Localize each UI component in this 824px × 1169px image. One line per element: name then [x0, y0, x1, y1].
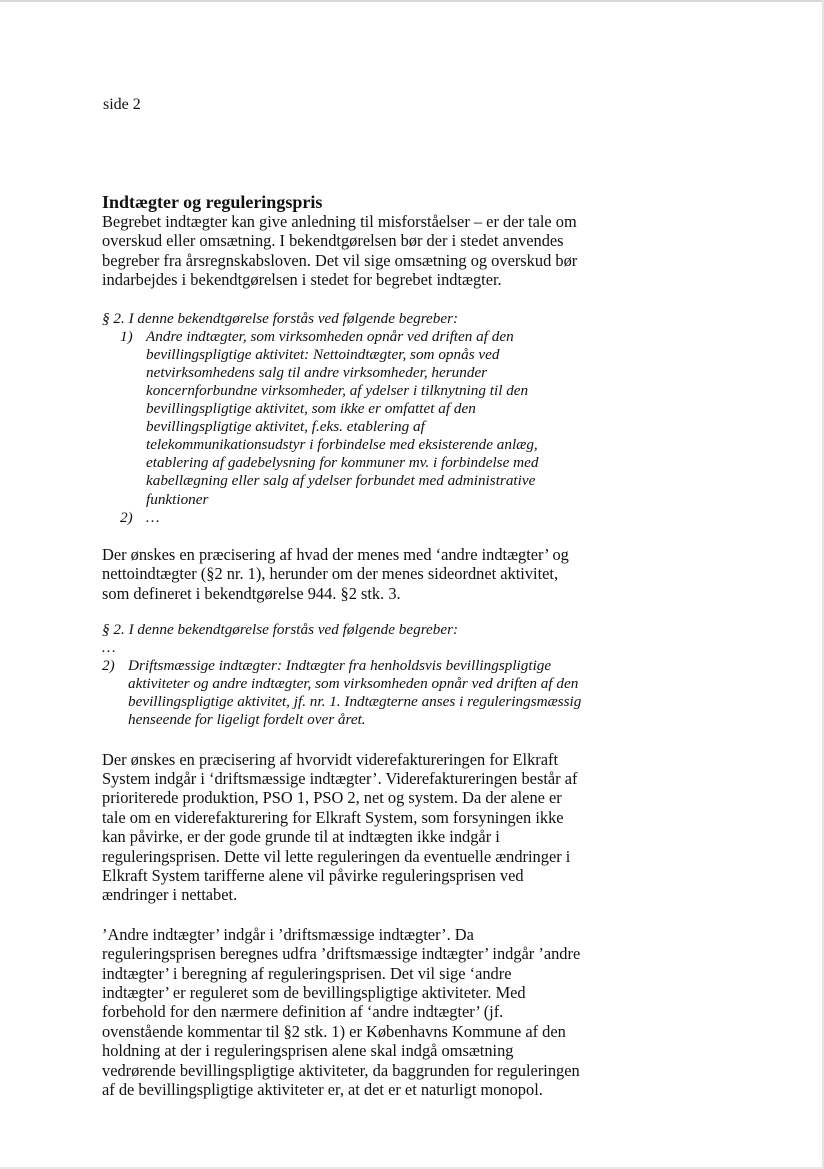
page-number: side 2	[103, 96, 141, 113]
list-item-text: …	[146, 508, 160, 526]
list-item-text: Driftsmæssige indtægter: Indtægter fra henholdsvis bevillingspligtige aktiviteter og andre indtægter, som virksomheden opnår ved driften af den bevillingspligtige aktivitet, jf. nr. 1. Indtægterne anses i reguleringsmæssig henseende for ligeligt fordelt over året.	[128, 657, 582, 729]
list-item	[102, 657, 582, 729]
paragraph: Der ønskes en præcisering af hvad der menes med ‘andre indtægter’ og nettoindtægter (§2 nr. 1), herunder om der menes sideordnet aktivitet, som defineret i bekendtgørelse 944. §2 stk. 3.	[102, 544, 569, 603]
quote-list	[102, 328, 582, 527]
quote-title: § 2. I denne bekendtgørelse forstås ved følgende begreber:	[102, 620, 459, 638]
list-item-number: 2)	[102, 657, 115, 675]
list-item	[102, 328, 582, 509]
section-heading: Indtægter og reguleringspris	[102, 192, 323, 212]
list-item	[102, 509, 582, 527]
list-item-number: 2)	[120, 508, 133, 526]
quoted-regulation-2	[102, 621, 582, 730]
quote-list	[102, 657, 582, 729]
quote-title: § 2. I denne bekendtgørelse forstås ved følgende begreber:	[102, 309, 459, 327]
ellipsis: …	[102, 639, 116, 657]
quoted-regulation-1	[102, 310, 582, 527]
list-item-number: 1)	[120, 327, 133, 345]
paragraph: ’Andre indtægter’ indgår i ’driftsmæssige indtægter’. Da reguleringsprisen beregnes udfra ’driftsmæssige indtægter’ indgår ’andre indtægter’ i beregning af reguleringsprisen. Det vil sige ‘andre indtægter’ er reguleret som de bevillingspligtige aktiviteter. Med forbehold for den nærmere definition af ‘andre indtægter’ (jf. ovenstående kommentar til §2 stk. 1) er Københavns Kommune af den holdning at der i reguleringsprisen alene skal indgå omsætning vedrørende bevillingspligtige aktiviteter, da baggrunden for reguleringen af de bevillingspligtige aktiviteter er, at det er et naturligt monopol.	[102, 924, 581, 1100]
intro-paragraph: Begrebet indtægter kan give anledning til misforståelser – er der tale om overskud eller omsætning. I bekendtgørelsen bør der i stedet anvendes begreber fra årsregnskabsloven. Det vil sige omsætning og overskud bør indarbejdes i bekendtgørelsen i stedet for begrebet indtægter.	[102, 212, 578, 290]
scan-edge-top	[0, 0, 824, 2]
paragraph: Der ønskes en præcisering af hvorvidt viderefaktureringen for Elkraft System indgår i ‘driftsmæssige indtægter’. Viderefaktureringen består af prioriterede produktion, PSO 1, PSO 2, net og system. Da der alene er tale om en viderefakturering for Elkraft System, som forsyningen ikke kan påvirke, er der gode grunde til at indtægten ikke indgår i reguleringsprisen. Dette vil lette reguleringen da eventuelle ændringer i Elkraft System tarifferne alene vil påvirke reguleringsprisen ved ændringer i nettabet.	[102, 749, 578, 905]
list-item-text: Andre indtægter, som virksomheden opnår ved driften af den bevillingspligtige aktivitet: Nettoindtægter, som opnås ved netvirksomhedens salg til andre virksomheder, herunder koncernforbundne virksomheder, af ydelser i tilknytning til den bevillingspligtige aktivitet, som ikke er omfattet af den bevillingspligtige aktivitet, f.eks. etablering af telekommunikationsudstyr i forbindelse med eksisterende anlæg, etablering af gadebelysning for kommuner mv. i forbindelse med kabellægning eller salg af ydelser forbundet med administrative funktioner	[146, 327, 539, 508]
document-body	[102, 192, 582, 1099]
